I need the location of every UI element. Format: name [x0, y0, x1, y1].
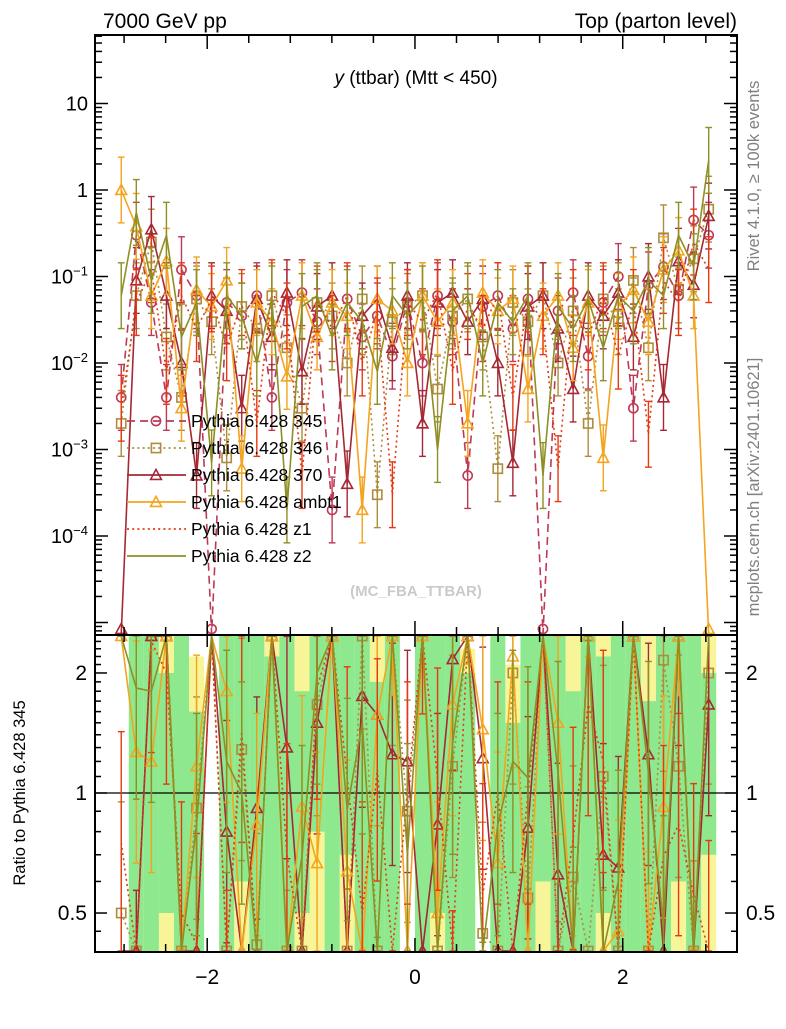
legend-label: Pythia 6.428 z1	[191, 519, 312, 539]
tick-label: $10^{-3}$	[50, 436, 88, 462]
tick-label: 0	[409, 966, 421, 989]
tick-label: 0.5	[57, 902, 87, 926]
legend-label: Pythia 6.428 346	[191, 438, 323, 458]
tick-label: 2	[75, 661, 87, 685]
legend-item-pythia-6.428-z2	[127, 546, 312, 566]
legend-item-pythia-6.428-370	[127, 465, 323, 485]
tick-label: 1	[746, 782, 758, 805]
band-green	[460, 673, 475, 951]
legend-item-pythia-6.428-346	[127, 438, 322, 458]
tick-label: 10	[65, 93, 88, 116]
tick-label: 1	[76, 180, 88, 202]
header-analysis-group: Top (parton level)	[574, 10, 737, 33]
legend-item-pythia-6.428-345	[127, 411, 322, 431]
tick-label: −2	[195, 966, 220, 989]
legend-label: Pythia 6.428 z2	[191, 546, 312, 566]
legend-label: Pythia 6.428 ambt1	[191, 492, 342, 512]
plot-title: y (ttbar) (Mtt < 450)	[334, 68, 498, 89]
tick-label: $10^{-2}$	[50, 350, 88, 375]
legend	[127, 411, 342, 566]
tick-label: 2	[616, 966, 629, 989]
tick-label: 0.5	[746, 902, 776, 926]
tick-label: $10^{-4}$	[50, 523, 88, 548]
ratio-y-axis-label: Ratio to Pythia 6.428 345	[11, 700, 29, 886]
series-main-pythia-6.428-370	[116, 183, 714, 634]
legend-label: Pythia 6.428 345	[191, 411, 323, 431]
tick-label: 2	[746, 661, 758, 685]
legend-label: Pythia 6.428 370	[191, 465, 323, 485]
header-beam-energy: 7000 GeV pp	[103, 10, 227, 33]
tick-label: $10^{-1}$	[50, 263, 88, 289]
mcplots-citation-side-text: mcplots.cern.ch [arXiv:2401.10621]	[745, 357, 763, 617]
tick-label: 1	[75, 782, 87, 805]
rivet-version-side-text: Rivet 4.1.0, ≥ 100k events	[745, 80, 763, 272]
legend-item-pythia-6.428-z1	[127, 519, 312, 539]
legend-item-pythia-6.428-ambt1	[127, 492, 342, 512]
histogram-id-watermark: (MC_FBA_TTBAR)	[350, 583, 482, 600]
